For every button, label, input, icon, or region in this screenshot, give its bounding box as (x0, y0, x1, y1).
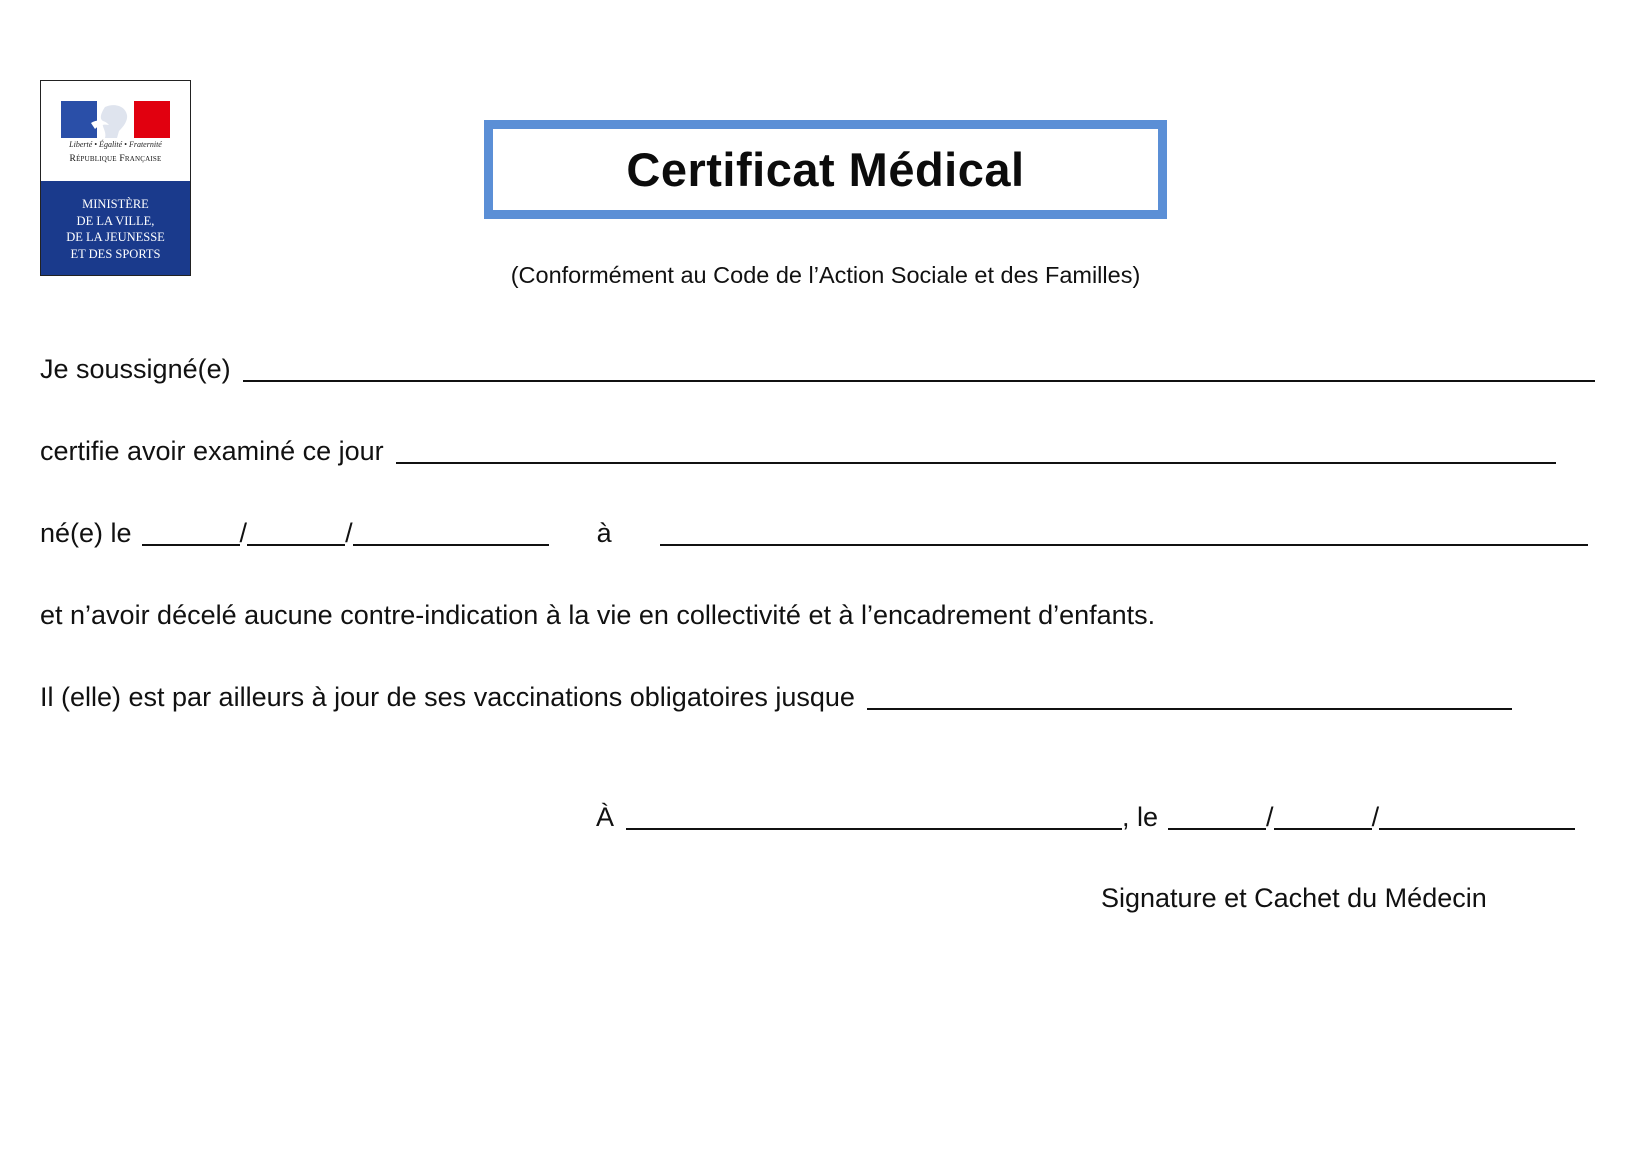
sign-month-blank[interactable] (1274, 802, 1372, 830)
declaration-text: et n’avoir décelé aucune contre-indication à la vie en collectivité et à l’encadrement d’enfants. (40, 600, 1156, 630)
sign-year-blank[interactable] (1379, 802, 1575, 830)
date-slash: / (1266, 802, 1274, 832)
birth-place-blank[interactable] (660, 518, 1588, 546)
page-title: Certificat Médical (626, 143, 1025, 196)
form-line-examined (40, 434, 1556, 468)
title-inner (491, 127, 1160, 212)
sign-day-blank[interactable] (1168, 802, 1266, 830)
form-line-name (40, 352, 1595, 386)
signature-label: Signature et Cachet du Médecin (1101, 883, 1487, 913)
name-label: Je soussigné(e) (40, 354, 231, 384)
birth-year-blank[interactable] (353, 518, 549, 546)
birth-month-blank[interactable] (247, 518, 345, 546)
examined-label: certifie avoir examiné ce jour (40, 436, 384, 466)
birth-label: né(e) le (40, 518, 132, 548)
ministry-line: ET DES SPORTS (70, 246, 161, 261)
form-line-declaration (40, 598, 1155, 632)
marianne-flag-icon (61, 101, 170, 138)
logo-top (41, 81, 190, 181)
place-label: À (596, 802, 615, 832)
title-frame (484, 120, 1167, 219)
birth-at-label: à (596, 518, 612, 548)
vaccination-blank[interactable] (867, 682, 1512, 710)
form-line-birth (40, 516, 1588, 550)
date-label: , le (1122, 802, 1159, 832)
patient-blank[interactable] (396, 436, 1556, 464)
name-blank[interactable] (243, 354, 1595, 382)
date-slash: / (345, 518, 353, 548)
page-subtitle: (Conformément au Code de l’Action Sociale et des Familles) (510, 262, 1141, 288)
date-slash: / (1371, 802, 1380, 832)
form-line-vaccination (40, 680, 1512, 714)
ministry-logo (40, 80, 191, 276)
place-blank[interactable] (626, 802, 1122, 830)
ministry-line: DE LA JEUNESSE (66, 230, 165, 244)
form-line-place-date (596, 800, 1575, 834)
logo-motto: Liberté • Égalité • Fraternité (69, 140, 162, 149)
vaccination-label: Il (elle) est par ailleurs à jour de ses vaccinations obligatoires jusque (40, 682, 855, 712)
birth-day-blank[interactable] (142, 518, 240, 546)
logo-republic: République Française (69, 154, 162, 164)
ministry-line: DE LA VILLE, (76, 213, 155, 228)
date-slash: / (239, 518, 248, 548)
ministry-line: MINISTÈRE (82, 197, 149, 211)
logo-ministry-block (41, 181, 190, 276)
